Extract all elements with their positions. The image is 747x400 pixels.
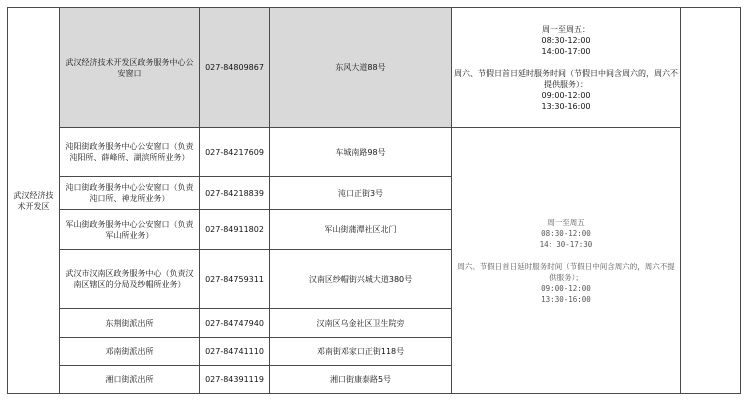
address-cell: 湘口街康泰路5号 — [270, 366, 452, 394]
window-name-cell: 沌口街政务服务中心公安窗口（负责沌口所、神龙所业务） — [60, 177, 200, 210]
phone-cell: 027-84217609 — [200, 128, 270, 177]
window-name-cell: 武汉市汉南区政务服务中心（负责汉南区辖区的分局及纱帽所业务） — [60, 250, 200, 309]
window-name-cell: 武汉经济技术开发区政务服务中心公安窗口 — [60, 8, 200, 128]
hours-holiday-label: 周六、节假日首日延时服务时间（节假日中间含周六的，周六不提供服务）； — [457, 261, 675, 282]
address-cell: 沌口正街3号 — [270, 177, 452, 210]
district-cell: 武汉经济技术开发区 — [8, 8, 60, 394]
service-hours-cell — [452, 8, 681, 128]
hours-weekday-label: 周一至周五 — [547, 217, 585, 227]
phone-cell: 027-84759311 — [200, 250, 270, 309]
window-name-cell: 邓南街派出所 — [60, 338, 200, 366]
hours-holiday-afternoon: 13:30-16:00 — [541, 294, 591, 304]
window-name-cell: 东荆街派出所 — [60, 309, 200, 338]
phone-cell: 027-84809867 — [200, 8, 270, 128]
extra-cell — [681, 8, 741, 394]
table-row — [8, 128, 741, 177]
window-name-cell: 军山街政务服务中心公安窗口（负责军山所业务） — [60, 210, 200, 250]
address-cell: 邓南街邓家口正街118号 — [270, 338, 452, 366]
phone-cell: 027-84741110 — [200, 338, 270, 366]
hours-morning: 08:30-12:00 — [541, 35, 591, 45]
hours-holiday-label: 周六、节假日首日延时服务时间（节假日中间含周六的，周六不提供服务）： — [454, 68, 678, 89]
address-cell: 东风大道88号 — [270, 8, 452, 128]
window-name-cell: 湘口街派出所 — [60, 366, 200, 394]
phone-cell: 027-84218839 — [200, 177, 270, 210]
service-window-table — [7, 7, 741, 394]
phone-cell: 027-84747940 — [200, 309, 270, 338]
window-name-cell: 沌阳街政务服务中心公安窗口（负责沌阳所、薛峰所、湖滨所所业务） — [60, 128, 200, 177]
hours-holiday-morning: 09:00-12:00 — [541, 283, 591, 293]
phone-cell: 027-84911802 — [200, 210, 270, 250]
address-cell: 汉南区乌金社区卫生院旁 — [270, 309, 452, 338]
table-row — [8, 8, 741, 128]
address-cell: 汉南区纱帽街兴城大道380号 — [270, 250, 452, 309]
phone-cell: 027-84391119 — [200, 366, 270, 394]
hours-holiday-morning: 09:00-12:00 — [541, 90, 591, 100]
hours-afternoon: 14:00-17:00 — [541, 46, 591, 56]
hours-morning: 08:30-12:00 — [541, 228, 591, 238]
hours-afternoon: 14：30-17:30 — [539, 239, 593, 249]
address-cell: 军山街蒲潭社区北门 — [270, 210, 452, 250]
address-cell: 车城南路98号 — [270, 128, 452, 177]
hours-holiday-afternoon: 13:30-16:00 — [541, 101, 591, 111]
hours-weekday-label: 周一至周五： — [542, 24, 590, 34]
service-hours-cell — [452, 128, 681, 394]
